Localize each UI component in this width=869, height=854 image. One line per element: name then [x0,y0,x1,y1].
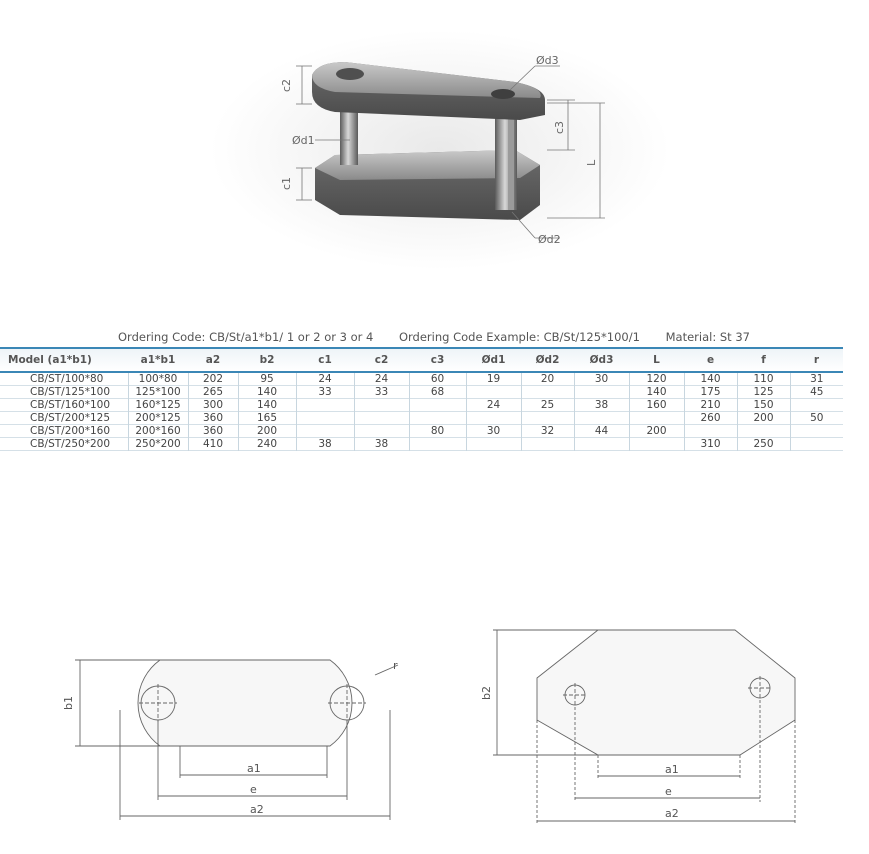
label-e-b: e [665,785,672,798]
table-cell: 50 [790,412,843,425]
table-cell [521,412,574,425]
table-cell: 38 [574,399,629,412]
table-cell [296,412,354,425]
table-cell: 260 [684,412,737,425]
guide-pillar [340,110,358,165]
col-header: Ød2 [521,348,574,372]
table-cell: 32 [521,425,574,438]
label-b1: b1 [62,696,75,710]
ordering-code: Ordering Code: CB/St/a1*b1/ 1 or 2 or 3 or 4 [118,330,374,344]
table-cell: 95 [238,372,296,386]
table-cell: 410 [188,438,238,451]
table-cell: 25 [521,399,574,412]
label-a2: a2 [250,803,264,816]
table-cell: 360 [188,412,238,425]
table-cell: 24 [296,372,354,386]
table-cell [629,412,684,425]
material: Material: St 37 [665,330,750,344]
label-d1: Ød1 [292,134,315,147]
table-row [0,438,843,451]
table-cell: 33 [354,386,409,399]
col-header: Ød1 [466,348,521,372]
table-cell: 30 [574,372,629,386]
table-cell [521,386,574,399]
table-cell [466,438,521,451]
col-header: e [684,348,737,372]
label-c1: c1 [280,176,293,190]
table-cell: 140 [238,386,296,399]
table-cell: 140 [238,399,296,412]
col-header: c1 [296,348,354,372]
table-cell: 150 [737,399,790,412]
col-header: Ød3 [574,348,629,372]
table-cell: 310 [684,438,737,451]
table-cell: CB/ST/125*100 [30,386,111,398]
table-cell: 20 [521,372,574,386]
plate-outline-b [537,630,795,755]
table-cell: 110 [737,372,790,386]
table-cell: CB/ST/200*125 [30,412,111,424]
table-cell [409,412,466,425]
plan-view-drawings [0,620,869,854]
col-header: r [790,348,843,372]
table-cell: 200 [737,412,790,425]
table-cell: 68 [409,386,466,399]
table-cell: 33 [296,386,354,399]
table-cell [409,399,466,412]
label-d3: Ød3 [536,54,559,67]
table-row [0,399,843,412]
table-cell [737,425,790,438]
table-cell: 160*125 [128,399,188,412]
col-header: a2 [188,348,238,372]
table-cell [296,425,354,438]
table-cell: 200 [238,425,296,438]
table-cell: 38 [354,438,409,451]
label-a1-b: a1 [665,763,679,776]
table-row [0,386,843,399]
table-cell: 200*160 [128,425,188,438]
table-cell [466,412,521,425]
table-cell: 200 [629,425,684,438]
table-cell [409,438,466,451]
table-cell: 250 [737,438,790,451]
table-cell [466,386,521,399]
table-cell [296,399,354,412]
die-set-illustration [0,0,869,300]
table-cell: 210 [684,399,737,412]
table-cell: 44 [574,425,629,438]
table-cell: 38 [296,438,354,451]
table-cell [354,425,409,438]
table-cell [574,412,629,425]
label-d2: Ød2 [538,233,561,246]
label-b2: b2 [480,686,493,700]
col-header: a1*b1 [128,348,188,372]
label-c2: c2 [280,78,293,92]
table-cell: 300 [188,399,238,412]
table-cell: CB/ST/250*200 [30,438,111,450]
table-cell [790,438,843,451]
specification-table [0,347,843,451]
table-cell: 19 [466,372,521,386]
ordering-info [118,330,772,344]
table-cell: 100*80 [128,372,188,386]
table-cell [354,412,409,425]
table-cell: 31 [790,372,843,386]
table-cell [790,425,843,438]
table-cell: 265 [188,386,238,399]
label-r: r [393,659,398,672]
table-cell: 30 [466,425,521,438]
ordering-example: Ordering Code Example: CB/St/125*100/1 [398,330,640,344]
label-e: e [250,783,257,796]
table-cell: 140 [629,386,684,399]
label-a1: a1 [247,762,261,775]
table-cell: 24 [466,399,521,412]
table-header-row [0,348,843,372]
col-header: b2 [238,348,296,372]
table-cell [354,399,409,412]
table-cell [790,399,843,412]
col-header: c2 [354,348,409,372]
label-c3: c3 [553,120,566,134]
table-cell: 120 [629,372,684,386]
table-cell [574,386,629,399]
table-cell [574,438,629,451]
table-cell: 160 [629,399,684,412]
col-header: f [737,348,790,372]
table-row [0,372,843,386]
table-cell: 165 [238,412,296,425]
table-cell: 60 [409,372,466,386]
table-cell [629,438,684,451]
table-cell [521,438,574,451]
label-L: L [585,159,598,166]
label-a2-b: a2 [665,807,679,820]
table-cell: CB/ST/200*160 [30,425,111,437]
table-cell: 45 [790,386,843,399]
table-cell: CB/ST/100*80 [30,373,104,385]
col-header: Model (a1*b1) [0,348,128,372]
table-cell: 240 [238,438,296,451]
table-body [0,372,843,451]
table-cell: 24 [354,372,409,386]
table-cell: 360 [188,425,238,438]
table-cell: 200*125 [128,412,188,425]
table-cell: 250*200 [128,438,188,451]
col-header: c3 [409,348,466,372]
table-cell: 80 [409,425,466,438]
table-cell: 175 [684,386,737,399]
table-cell: CB/ST/160*100 [30,399,111,411]
table-cell: 125 [737,386,790,399]
table-cell: 202 [188,372,238,386]
table-cell: 140 [684,372,737,386]
table-cell [684,425,737,438]
table-row [0,412,843,425]
table-cell: 125*100 [128,386,188,399]
col-header: L [629,348,684,372]
table-row [0,425,843,438]
